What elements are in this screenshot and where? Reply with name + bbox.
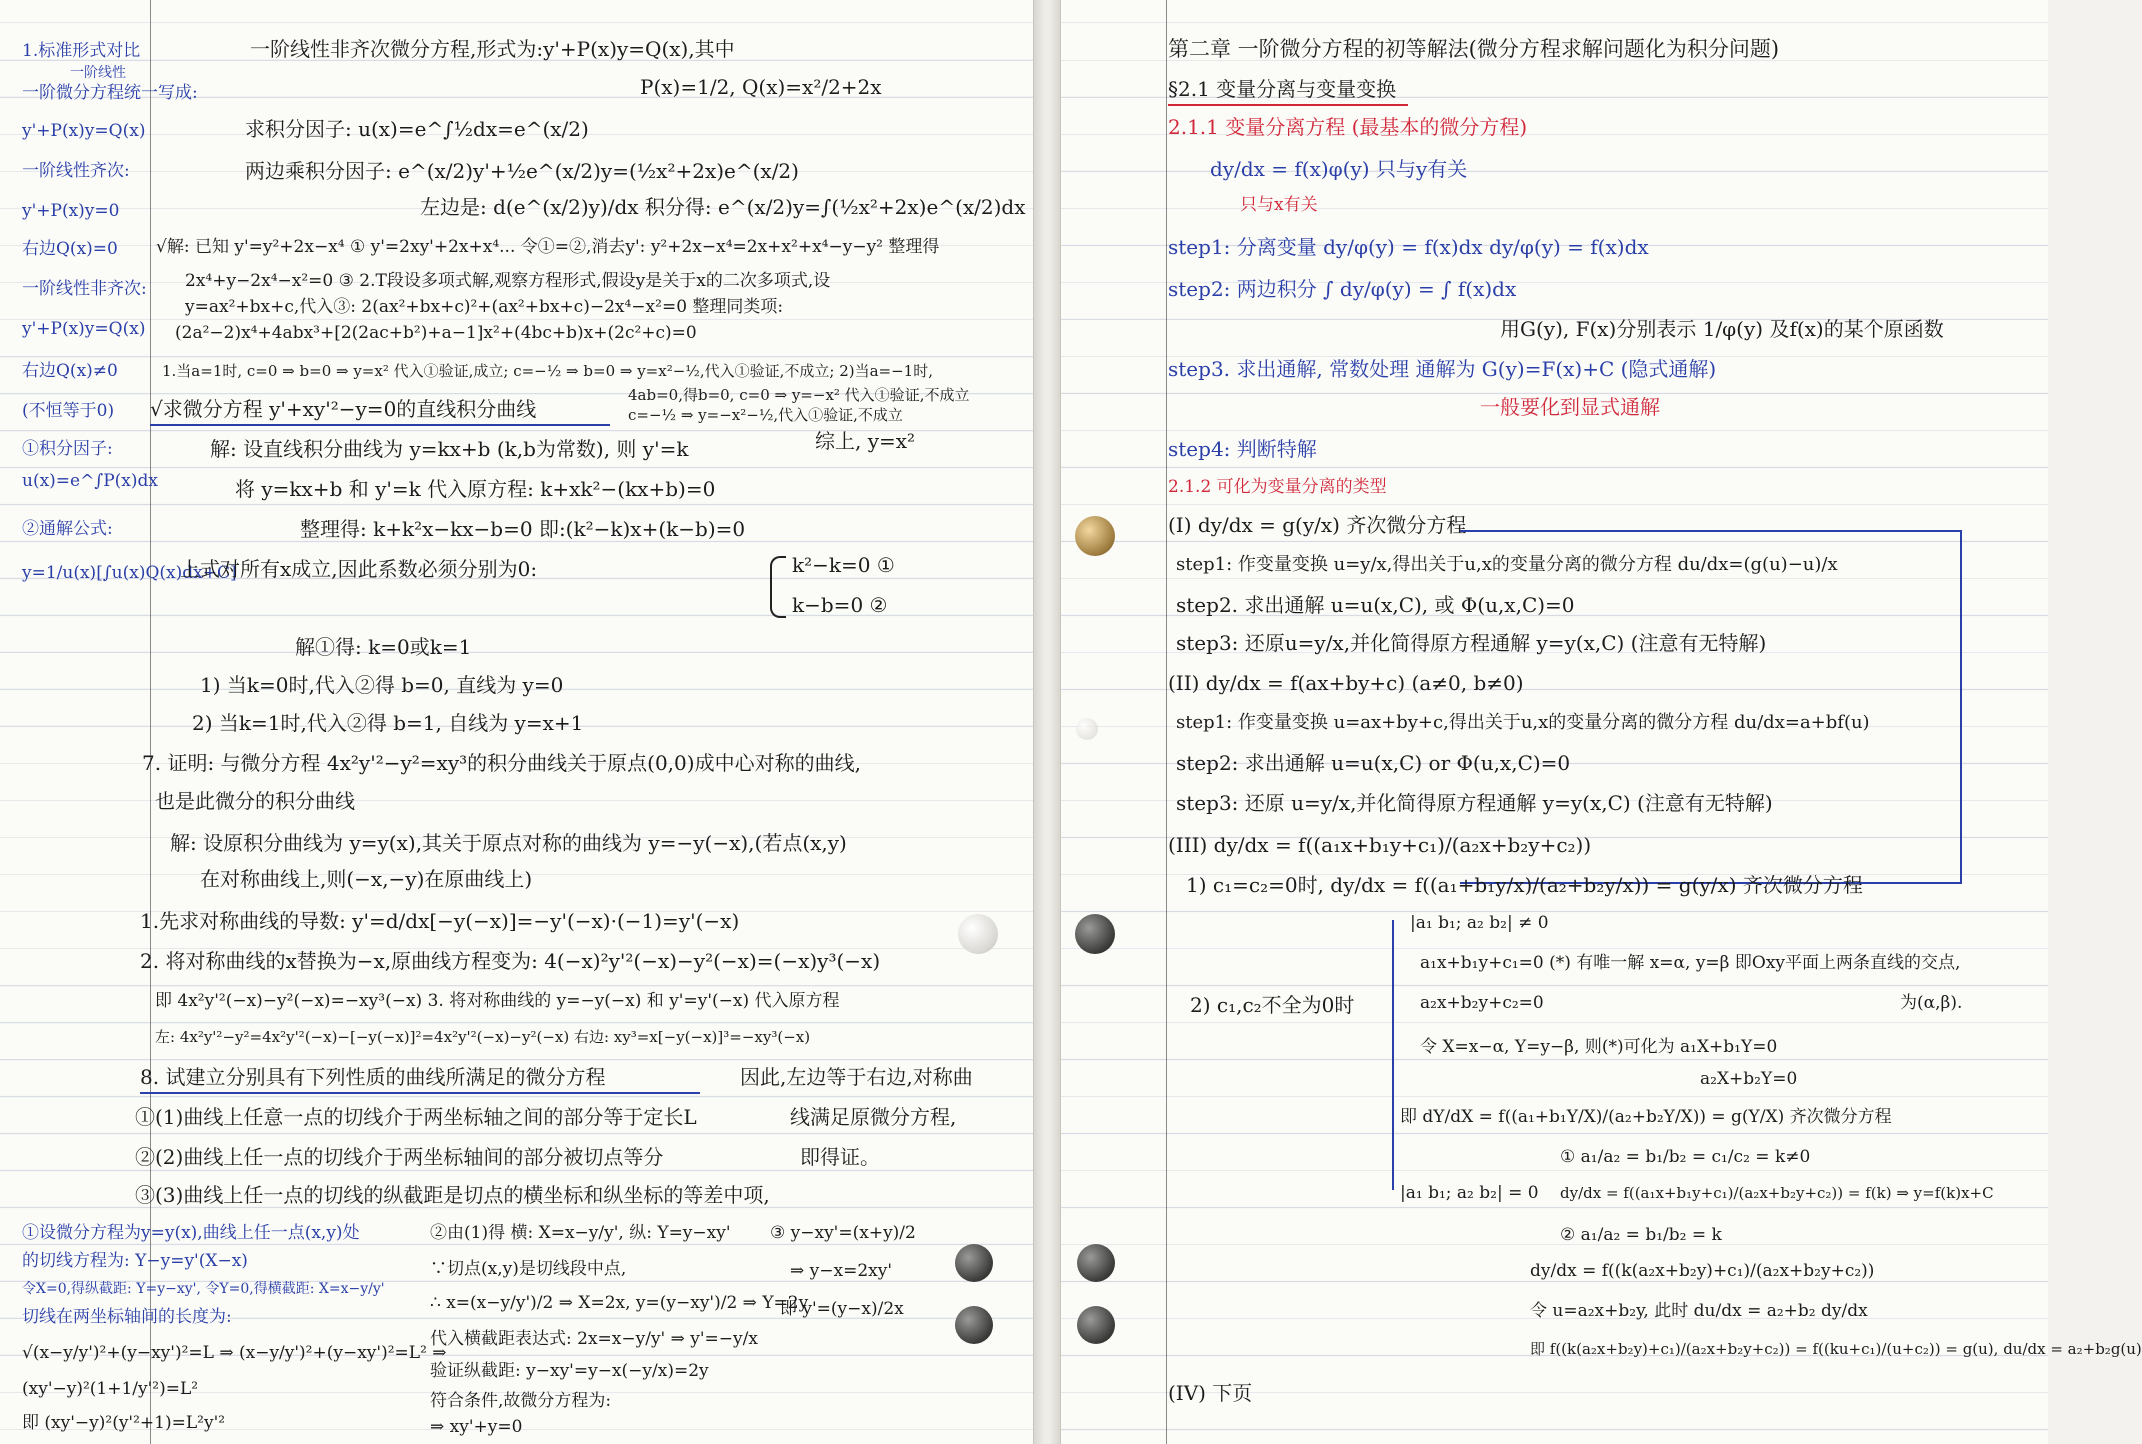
note-line: 即 dY/dX = f((a₁+b₁Y/X)/(a₂+b₂Y/X)) = g(Y/X) 齐次微分方程	[1400, 1107, 1892, 1127]
note-line: 1) 当k=0时,代入②得 b=0, 直线为 y=0	[200, 673, 564, 697]
note-line: ② a₁/a₂ = b₁/b₂ = k	[1560, 1225, 1722, 1245]
note-line: dy/dx = f(x)φ(y) 只与y有关	[1210, 157, 1468, 181]
note-line: 即 (xy'−y)²(y'²+1)=L²y'²	[22, 1413, 226, 1433]
sidebar-note: y'+P(x)y=Q(x)	[22, 319, 146, 339]
right-margin-line	[1166, 0, 1167, 1444]
binder-hole-faint	[1076, 718, 1098, 740]
note-line: ∴ x=(x−y/y')/2 ⇒ X=2x, y=(y−xy')/2 ⇒ Y=2y	[430, 1293, 809, 1313]
note-line: 2) 当k=1时,代入②得 b=1, 自线为 y=x+1	[192, 711, 584, 735]
highlight-frame	[1460, 530, 1962, 884]
note-line: y=ax²+bx+c,代入③: 2(ax²+bx+c)²+(ax²+bx+c)−2x⁴−x²=0 整理同类项:	[185, 297, 784, 317]
note-line: step1: 分离变量 dy/φ(y) = f(x)dx dy/φ(y) = f(x)dx	[1168, 235, 1649, 259]
sidebar-note: y=1/u(x)[∫u(x)Q(x)dx+C]	[22, 563, 237, 583]
binder-hole-lower-right-1	[1077, 1244, 1115, 1282]
note-line: 一阶线性非齐次微分方程,形式为:y'+P(x)y=Q(x),其中	[250, 37, 735, 61]
note-line: √求微分方程 y'+xy'²−y=0的直线积分曲线	[150, 397, 537, 421]
underline	[140, 1092, 700, 1094]
note-line: P(x)=1/2, Q(x)=x²/2+2x	[640, 75, 882, 99]
sidebar-note: u(x)=e^∫P(x)dx	[22, 471, 158, 491]
note-line: 为(α,β).	[1900, 993, 1963, 1013]
note-line: 1) c₁=c₂=0时, dy/dx = f((a₁+b₁y/x)/(a₂+b₂y/x)) = g(y/x) 齐次微分方程	[1186, 873, 1863, 897]
note-line: 验证纵截距: y−xy'=y−x(−y/x)=2y	[430, 1361, 709, 1381]
note-line: ⇒ y−x=2xy'	[790, 1261, 893, 1281]
note-line: 2x⁴+y−2x⁴−x²=0 ③ 2.T段设多项式解,观察方程形式,假设y是关于x的二次多项式,设	[185, 271, 831, 291]
note-line: ③ y−xy'=(x+y)/2	[770, 1223, 916, 1243]
sidebar-note: 一阶线性非齐次:	[22, 279, 147, 299]
note-line: step3. 求出通解, 常数处理 通解为 G(y)=F(x)+C (隐式通解)	[1168, 357, 1717, 381]
note-line: 线满足原微分方程,	[790, 1105, 957, 1129]
note-line: 8. 试建立分别具有下列性质的曲线所满足的微分方程	[140, 1065, 606, 1089]
note-line: (III) dy/dx = f((a₁x+b₁y+c₁)/(a₂x+b₂y+c₂))	[1168, 833, 1592, 857]
sidebar-note: ①积分因子:	[22, 439, 113, 459]
note-line: 1.先求对称曲线的导数: y'=d/dx[−y(−x)]=−y'(−x)·(−1)=y'(−x)	[140, 909, 740, 933]
sidebar-note: 1.标准形式对比	[22, 41, 141, 61]
note-line: √(x−y/y')²+(y−xy')²=L ⇒ (x−y/y')²+(y−xy')²=L² ⇒	[22, 1343, 447, 1363]
note-line: 解: 设原积分曲线为 y=y(x),其关于原点对称的曲线为 y=−y(−x),(若点(x,y)	[170, 831, 847, 855]
note-line: step2: 求出通解 u=u(x,C) or Φ(u,x,C)=0	[1176, 751, 1571, 775]
note-line: ①设微分方程为y=y(x),曲线上任一点(x,y)处	[22, 1223, 360, 1243]
note-line: 令 u=a₂x+b₂y, 此时 du/dx = a₂+b₂ dy/dx	[1530, 1301, 1868, 1321]
note-line: step3: 还原 u=y/x,并化简得原方程通解 y=y(x,C) (注意有无特解)	[1176, 791, 1773, 815]
note-line: step1: 作变量变换 u=ax+by+c,得出关于u,x的变量分离的微分方程 du/dx=a+bf(u)	[1176, 712, 1870, 733]
note-line: 解①得: k=0或k=1	[295, 635, 472, 659]
note-line: (2a²−2)x⁴+4abx³+[2(2ac+b²)+a−1]x²+(4bc+b)x+(2c²+c)=0	[175, 323, 697, 343]
note-line: 2.1.1 变量分离方程 (最基本的微分方程)	[1168, 115, 1528, 139]
binder-hole-lower-right-2	[1077, 1306, 1115, 1344]
sidebar-note: ②通解公式:	[22, 519, 113, 539]
note-line: 因此,左边等于右边,对称曲	[740, 1065, 973, 1089]
note-line: 令 X=x−α, Y=y−β, 则(*)可化为 a₁X+b₁Y=0	[1420, 1037, 1778, 1057]
sidebar-note: 一阶微分方程统一写成:	[22, 83, 198, 103]
note-line: 求积分因子: u(x)=e^∫½dx=e^(x/2)	[245, 117, 589, 141]
sidebar-note: y'+P(x)y=Q(x)	[22, 121, 146, 141]
note-line: a₂x+b₂y+c₂=0	[1420, 993, 1544, 1013]
note-line: 左边是: d(e^(x/2)y)/dx 积分得: e^(x/2)y=∫(½x²+2x)e^(x/2)dx	[420, 195, 1026, 219]
equation-brace	[770, 556, 786, 618]
sidebar-note: y'+P(x)y=0	[22, 201, 120, 221]
underline	[150, 424, 610, 426]
binder-ring-top	[1075, 516, 1115, 556]
note-line: 即 y'=(y−x)/2x	[780, 1299, 904, 1319]
note-line: 的切线方程为: Y−y=y'(X−x)	[22, 1251, 248, 1271]
note-line: 整理得: k+k²x−kx−b=0 即:(k²−k)x+(k−b)=0	[300, 517, 746, 541]
note-line: k−b=0 ②	[792, 593, 888, 617]
sidebar-note: 右边Q(x)≠0	[22, 361, 118, 381]
note-line: 1.当a=1时, c=0 ⇒ b=0 ⇒ y=x² 代入①验证,成立; c=−½ ⇒ b=0 ⇒ y=x²−½,代入①验证,不成立; 2)当a=−1时,	[162, 362, 933, 380]
note-line: 2) c₁,c₂不全为0时	[1190, 993, 1355, 1017]
note-line: 只与x有关	[1240, 195, 1318, 215]
note-line: step2: 两边积分 ∫ dy/φ(y) = ∫ f(x)dx	[1168, 277, 1517, 301]
note-line: 一般要化到显式通解	[1480, 395, 1660, 419]
note-line: a₂X+b₂Y=0	[1700, 1069, 1798, 1089]
sidebar-note: (不恒等于0)	[22, 401, 115, 421]
binder-hole-mid-left	[958, 914, 998, 954]
note-line: ②(2)曲线上任一点的切线介于两坐标轴间的部分被切点等分	[135, 1145, 664, 1169]
note-line: 即 f((k(a₂x+b₂y)+c₁)/(a₂x+b₂y+c₂)) = f((ku+c₁)/(u+c₂)) = g(u), du/dx = a₂+b₂g(u)	[1530, 1340, 2142, 1358]
note-line: 2.1.2 可化为变量分离的类型	[1168, 477, 1387, 497]
note-line: |a₁ b₁; a₂ b₂| = 0	[1400, 1183, 1539, 1203]
note-line: (IV) 下页	[1168, 1381, 1253, 1405]
note-line: 左: 4x²y'²−y²=4x²y'²(−x)−[−y(−x)]²=4x²y'²(−x)−y²(−x) 右边: xy³=x[−y(−x)]³=−xy³(−x)	[155, 1028, 811, 1046]
red-underline	[1168, 104, 1408, 106]
note-line: step1: 作变量变换 u=y/x,得出关于u,x的变量分离的微分方程 du/dx=(g(u)−u)/x	[1176, 554, 1838, 575]
note-line: (I) dy/dx = g(y/x) 齐次微分方程	[1168, 513, 1467, 537]
note-line: √解: 已知 y'=y²+2x−x⁴ ① y'=2xy'+2x+x⁴... 令①=②,消去y': y²+2x−x⁴=2x+x²+x⁴−y−y² 整理得	[156, 237, 940, 257]
note-line: 用G(y), F(x)分别表示 1/φ(y) 及f(x)的某个原函数	[1500, 317, 1944, 341]
note-line: 解: 设直线积分曲线为 y=kx+b (k,b为常数), 则 y'=k	[210, 437, 689, 461]
binder-hole-mid-right	[1075, 914, 1115, 954]
note-line: 两边乘积分因子: e^(x/2)y'+½e^(x/2)y=(½x²+2x)e^(x/2)	[245, 159, 799, 183]
note-line: 也是此微分的积分曲线	[155, 789, 355, 813]
note-line: 上式对所有x成立,因此系数必须分别为0:	[180, 557, 538, 581]
note-line: dy/dx = f((k(a₂x+b₂y)+c₁)/(a₂x+b₂y+c₂))	[1530, 1261, 1875, 1281]
note-line: |a₁ b₁; a₂ b₂| ≠ 0	[1410, 913, 1549, 933]
sidebar-note: 一阶线性齐次:	[22, 161, 130, 181]
note-line: k²−k=0 ①	[792, 553, 895, 577]
note-line: a₁x+b₁y+c₁=0 (*) 有唯一解 x=α, y=β 即Oxy平面上两条直线的交点,	[1420, 953, 1961, 973]
binder-hole-lower-left-2	[955, 1306, 993, 1344]
note-line: ⇒ xy'+y=0	[430, 1417, 523, 1437]
note-line: ②由(1)得 横: X=x−y/y', 纵: Y=y−xy'	[430, 1223, 731, 1243]
bracket-line	[1392, 920, 1394, 1190]
notebook-spine	[1034, 0, 1060, 1444]
note-line: 将 y=kx+b 和 y'=k 代入原方程: k+xk²−(kx+b)=0	[235, 477, 716, 501]
note-line: 2. 将对称曲线的x替换为−x,原曲线方程变为: 4(−x)²y'²(−x)−y²(−x)=(−x)y³(−x)	[140, 949, 881, 973]
note-line: §2.1 变量分离与变量变换	[1168, 77, 1397, 101]
note-line: 综上, y=x²	[815, 429, 916, 453]
note-line: step2. 求出通解 u=u(x,C), 或 Φ(u,x,C)=0	[1176, 593, 1575, 617]
binder-hole-lower-left-1	[955, 1244, 993, 1282]
note-line: 即得证。	[800, 1145, 880, 1169]
note-line: step3: 还原u=y/x,并化简得原方程通解 y=y(x,C) (注意有无特解)	[1176, 631, 1767, 655]
note-line: 代入横截距表达式: 2x=x−y/y' ⇒ y'=−y/x	[430, 1329, 758, 1349]
note-line: 7. 证明: 与微分方程 4x²y'²−y²=xy³的积分曲线关于原点(0,0)成中心对称的曲线,	[142, 751, 861, 775]
note-line: 切线在两坐标轴间的长度为:	[22, 1307, 232, 1327]
note-line: (xy'−y)²(1+1/y'²)=L²	[22, 1379, 199, 1399]
note-line: 4ab=0,得b=0, c=0 ⇒ y=−x² 代入①验证,不成立	[628, 386, 970, 404]
note-line: 第二章 一阶微分方程的初等解法(微分方程求解问题化为积分问题)	[1168, 37, 1780, 61]
sidebar-note: 右边Q(x)=0	[22, 239, 118, 259]
sidebar-note: 一阶线性	[70, 65, 126, 81]
note-line: dy/dx = f((a₁x+b₁y+c₁)/(a₂x+b₂y+c₂)) = f(k) ⇒ y=f(k)x+C	[1560, 1184, 1994, 1202]
note-line: ③(3)曲线上任一点的切线的纵截距是切点的横坐标和纵坐标的等差中项,	[135, 1183, 770, 1207]
note-line: (II) dy/dx = f(ax+by+c) (a≠0, b≠0)	[1168, 671, 1524, 695]
note-line: ∵切点(x,y)是切线段中点,	[430, 1259, 627, 1279]
note-line: 即 4x²y'²(−x)−y²(−x)=−xy³(−x) 3. 将对称曲线的 y=−y(−x) 和 y'=y'(−x) 代入原方程	[155, 991, 840, 1011]
note-line: ①(1)曲线上任意一点的切线介于两坐标轴之间的部分等于定长L	[135, 1105, 697, 1129]
note-line: 符合条件,故微分方程为:	[430, 1391, 612, 1411]
note-line: ① a₁/a₂ = b₁/b₂ = c₁/c₂ = k≠0	[1560, 1147, 1811, 1167]
note-line: 在对称曲线上,则(−x,−y)在原曲线上)	[200, 867, 533, 891]
note-line: 令X=0,得纵截距: Y=y−xy', 令Y=0,得横截距: X=x−y/y'	[22, 1281, 385, 1297]
note-line: c=−½ ⇒ y=−x²−½,代入①验证,不成立	[628, 406, 903, 424]
note-line: step4: 判断特解	[1168, 437, 1317, 461]
